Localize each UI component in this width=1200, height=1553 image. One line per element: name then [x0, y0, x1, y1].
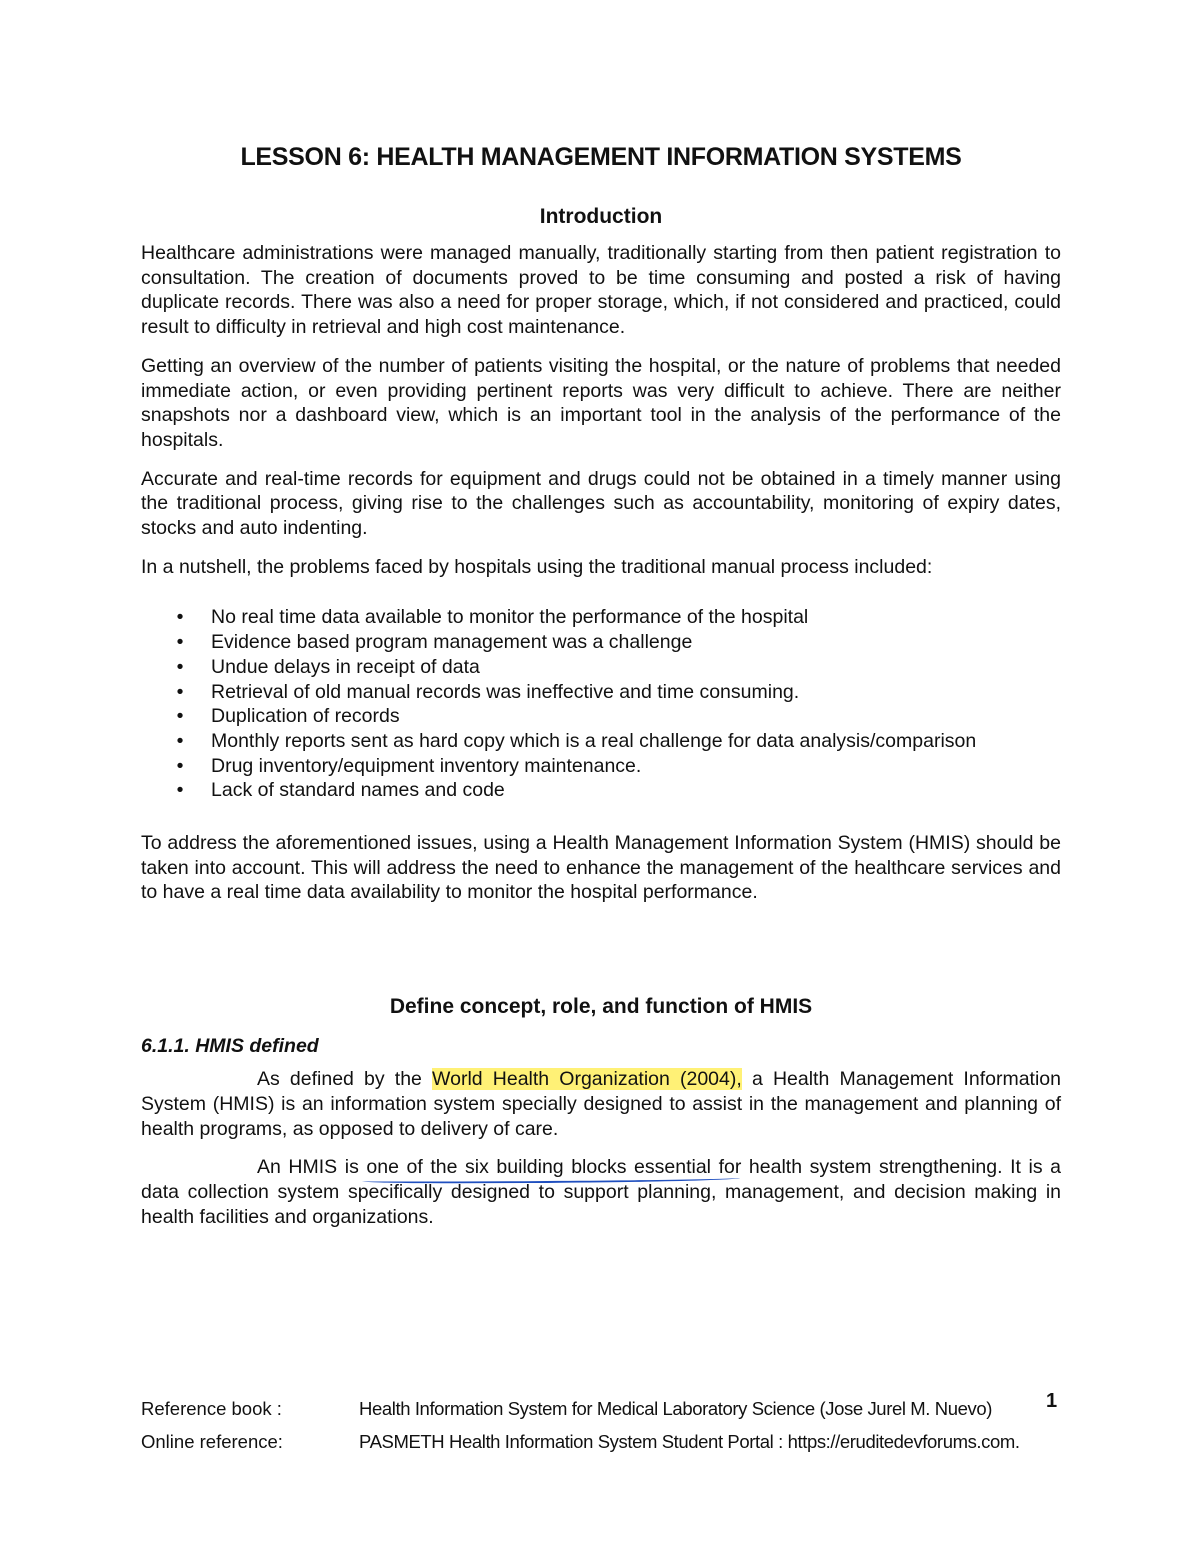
intro-paragraph-3: Accurate and real-time records for equipment and drugs could not be obtained in a timely manner using the traditional process, giving rise to the challenges such as accountability, monitoring of expiry dates, stocks and auto indenting.	[141, 467, 1061, 540]
page-number: 1	[1046, 1390, 1058, 1412]
bullet-icon: •	[176, 729, 184, 752]
list-item: • Retrieval of old manual records was ineffective and time consuming.	[141, 680, 1061, 705]
list-item: • Undue delays in receipt of data	[141, 655, 1061, 680]
highlighted-citation: World Health Organization (2004),	[432, 1068, 742, 1091]
list-item: • Evidence based program management was a challenge	[141, 630, 1061, 655]
problems-list	[141, 605, 1061, 803]
bullet-icon: •	[176, 655, 184, 678]
closing-paragraph: To address the aforementioned issues, using a Health Management Information System (HMIS) should be taken into account. This will address the need to enhance the management of the healthcare services and to have a real time data availability to monitor the hospital performance.	[141, 832, 1061, 904]
reference-book-value: Health Information System for Medical Laboratory Science (Jose Jurel M. Nuevo)	[359, 1398, 993, 1419]
bullet-icon: •	[176, 606, 184, 629]
bullet-icon: •	[176, 631, 184, 654]
subsection-heading: 6.1.1. HMIS defined	[141, 1035, 319, 1058]
bullet-icon: •	[176, 705, 184, 728]
intro-paragraph-4: In a nutshell, the problems faced by hospitals using the traditional manual process included:	[141, 555, 933, 578]
building-blocks-paragraph: An HMIS is one of the six building blocks essential for health system strengthening. It is a data collection system specifically designed to support planning, management, and decision making in health facilities and organizations.	[141, 1156, 1062, 1228]
online-reference-label: Online reference:	[141, 1431, 283, 1452]
intro-paragraph-2: Getting an overview of the number of patients visiting the hospital, or the nature of problems that needed immediate action, or even providing pertinent reports was very difficult to achieve. There are neither snapshots nor a dashboard view, which is an important tool in the analysis of the performance of the hospitals.	[141, 354, 1061, 451]
page-footer	[141, 1392, 1061, 1458]
online-reference-value: PASMETH Health Information System Student Portal : https://eruditedevforums.com.	[359, 1431, 1020, 1452]
document-body	[141, 140, 1061, 1229]
list-item: • Duplication of records	[141, 704, 1061, 729]
reference-book-label: Reference book :	[141, 1398, 282, 1419]
intro-paragraph-1: Healthcare administrations were managed manually, traditionally starting from then patient registration to consultation. The creation of documents proved to be time consuming and posted a risk of having duplicate records. There was also a need for proper storage, which, if not considered and practiced, could result to difficulty in retrieval and high cost maintenance.	[141, 242, 1061, 339]
introduction-heading: Introduction	[539, 205, 663, 228]
online-reference-row	[141, 1425, 1061, 1458]
reference-book-row	[141, 1392, 1061, 1425]
lesson-title: LESSON 6: HEALTH MANAGEMENT INFORMATION SYSTEMS	[240, 143, 962, 171]
pen-underline-annotation: one of the six building blocks essential fo	[366, 1156, 735, 1179]
bullet-icon: •	[176, 680, 184, 703]
list-item: • Lack of standard names and code	[141, 778, 1061, 803]
list-item: • Drug inventory/equipment inventory maintenance.	[141, 754, 1061, 779]
list-item: • Monthly reports sent as hard copy which is a real challenge for data analysis/comparison	[141, 729, 1061, 754]
list-item: • No real time data available to monitor the performance of the hospital	[141, 605, 1061, 630]
section-heading: Define concept, role, and function of HMIS	[389, 995, 813, 1019]
bullet-icon: •	[176, 779, 184, 802]
definition-paragraph: As defined by the World Health Organization (2004), a Health Management Information System (HMIS) is an information system specially designed to assist in the management and planning of health programs, as opposed to delivery of care.	[141, 1068, 1061, 1140]
bullet-icon: •	[176, 754, 184, 777]
